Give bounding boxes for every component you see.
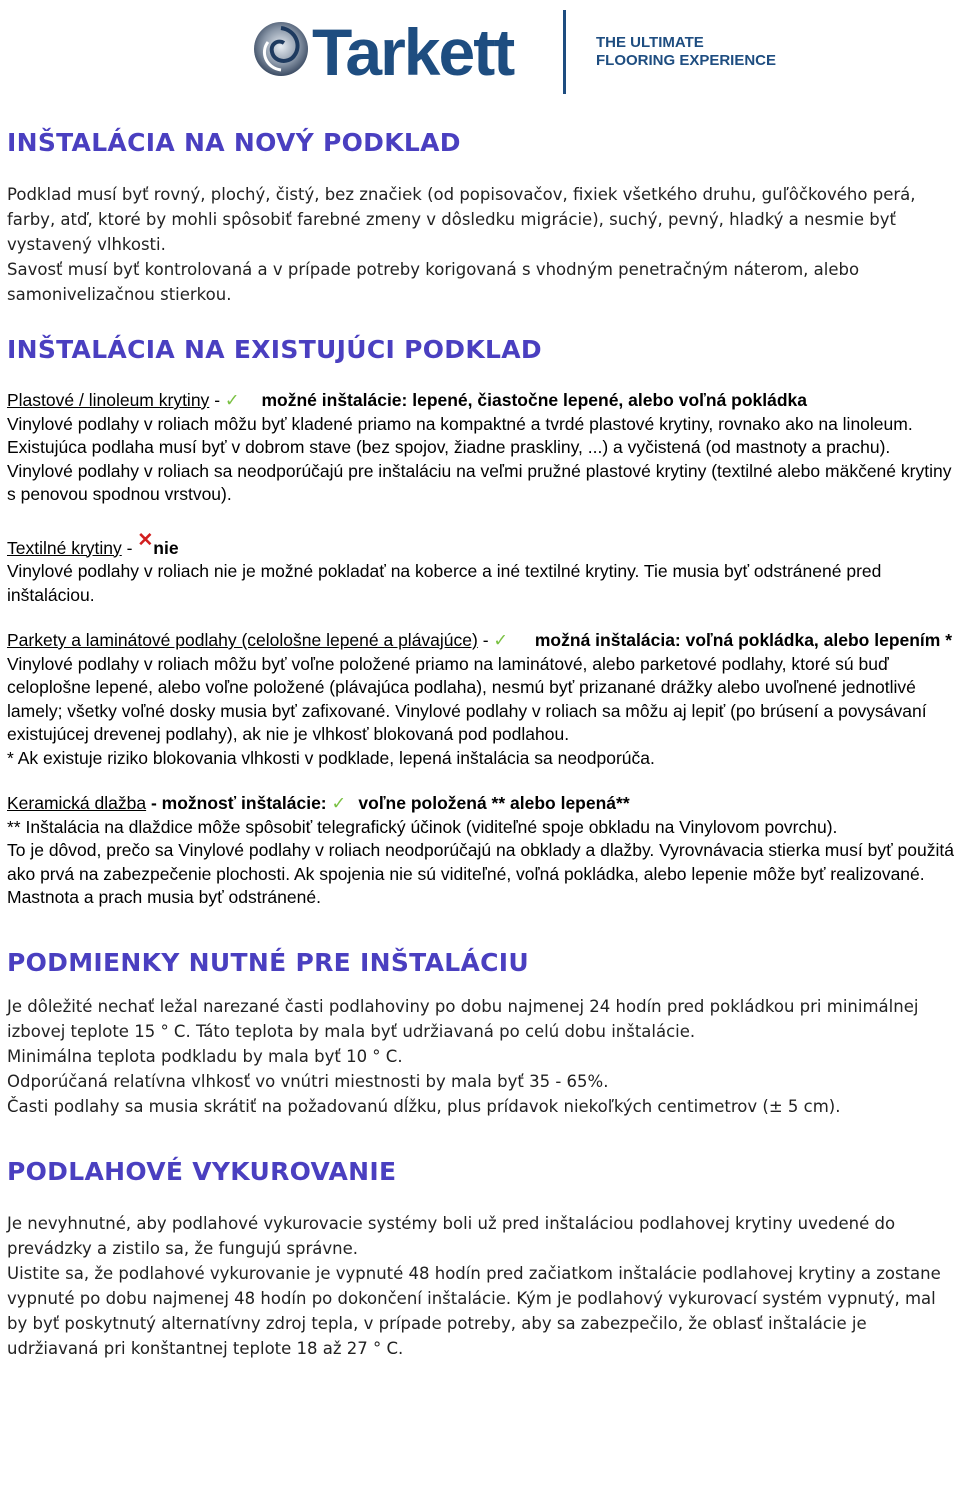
separator: -: [126, 537, 133, 558]
floor-type-textile: [7, 529, 957, 561]
document-body: [7, 126, 957, 1361]
checkmark-icon: ✓: [493, 630, 509, 650]
paragraph: Vinylové podlahy v roliach môžu byť kladené priamo na kompaktné a tvrdé plastové krytiny, rovnako ako na linoleum.: [7, 413, 913, 434]
paragraph: Existujúca podlaha musí byť v dobrom stave (bez spojov, žiadne praskliny, ...) a vyčistená (od mastnoty a prachu). Vinylové podlahy v roliach sa neodporúčajú pre inštaláciu na veľmi pružné plastové krytiny (textilné alebo mäkčené krytiny s penovou spodnou vrstvou).: [7, 437, 952, 504]
paragraph: To je dôvod, prečo sa Vinylové podlahy v roliach neodporúčajú na obklady a dlažby. Vyrovnávacia stierka musí byť použitá ako prvá na zabezpečenie plochosti. Ak spojenia nie sú viditeľné, voľná pokládka, alebo lepenie môže byť realizované. Mastnota a prach musia byť odstránené.: [7, 840, 954, 907]
floor-type-plastic: [7, 389, 957, 413]
header: [0, 0, 960, 100]
floor-type-ceramic: [7, 792, 957, 816]
tarkett-logo: [250, 10, 780, 94]
paragraph: * Ak existuje riziko blokovania vlhkosti v podklade, lepená inštalácia sa neodporúča.: [7, 747, 655, 768]
tagline-line-1: THE ULTIMATE: [596, 34, 704, 51]
separator: -: [214, 390, 221, 410]
paragraph: ** Inštalácia na dlaždice môže spôsobiť telegrafický účinok (viditeľné spoje obkladu na Vinylovom povrchu).: [7, 816, 838, 837]
logo-tagline: [596, 34, 776, 70]
paragraph: Vinylové podlahy v roliach môžu byť voľne položené priamo na laminátové, alebo parketové podlahy, ktoré sú buď celoplošne lepené, alebo voľne položené (plávajúca podlaha), nesmú byť prizanané drážky alebo uvoľnené jednotlivé lamely; všetky voľné dosky musia byť zafixované. Vinylové podlahy v roliach sa môžu aj lepiť (po brúsení a povysávaní existujúcej drevenej podlahy), ak nie je vlhkosť blokovaná pod podlahou.: [7, 653, 927, 744]
cross-icon: ✕: [137, 529, 154, 551]
paragraph: Uistite sa, že podlahové vykurovanie je vypnuté 48 hodín pred začiatkom inštalácie podlahovej krytiny a zostane vypnuté po dobu najmenej 48 hodín po dokončení inštalácie. Kým je podlahový vykurovací systém vypnutý, mal by byť poskytnutý alternatívny zdroj tepla, v prípade potreby, aby sa zabezpečilo, že oblasť inštalácie je udržiavaná pri konštantnej teplote 18 až 27 ° C.: [7, 1263, 941, 1358]
paragraph: Je nevyhnutné, aby podlahové vykurovacie systémy boli už pred inštaláciou podlahovej krytiny uvedené do prevádzky a zistilo sa, že fungujú správne.: [7, 1213, 896, 1258]
install-result: možné inštalácie: lepené, čiastočne lepené, alebo voľná pokládka: [261, 390, 808, 410]
brand-wordmark: Tarkett: [312, 15, 514, 89]
install-lead: - možnosť inštalácie:: [150, 793, 327, 813]
paragraph: Vinylové podlahy v roliach nie je možné pokladať na koberce a iné textilné krytiny. Tie musia byť odstránené pred inštaláciou.: [7, 561, 882, 605]
heading-existing-subfloor: INŠTALÁCIA NA EXISTUJÚCI PODKLAD: [7, 335, 542, 364]
heading-floor-heating: PODLAHOVÉ VYKUROVANIE: [7, 1156, 397, 1186]
install-result: nie: [153, 537, 179, 558]
swirl-logo-icon: [252, 20, 310, 78]
heading-conditions: PODMIENKY NUTNÉ PRE INŠTALÁCIU: [7, 947, 529, 977]
floor-type-parquet: [7, 629, 957, 653]
paragraph: Podklad musí byť rovný, plochý, čistý, bez značiek (od popisovačov, fixiek všetkého druhu, guľôčkového perá, farby, atď, ktoré by mohli spôsobiť farebné zmeny v dôsledku migrácie), suchý, pevný, hladký a nesmie byť vystavený vlhkosti.: [7, 185, 916, 254]
install-result: možná inštalácia: voľná pokládka, alebo lepením *: [534, 630, 953, 650]
floor-type-name: Keramická dlažba: [7, 793, 147, 813]
paragraph: Minimálna teplota podkladu by mala byť 10 ° C.: [7, 1046, 403, 1066]
floor-type-name: Plastové / linoleum krytiny: [7, 390, 210, 410]
paragraph: Časti podlahy sa musia skrátiť na požadovanú dĺžku, plus prídavok niekoľkých centimetrov (± 5 cm).: [7, 1096, 841, 1116]
separator: -: [482, 630, 489, 650]
paragraph: Je dôležité nechať ležal narezané časti podlahoviny po dobu najmenej 24 hodín pred pokládkou pri minimálnej izbovej teplote 15 ° C. Táto teplota by mala byť udržiavaná po celú dobu inštalácie.: [7, 996, 919, 1041]
floor-type-name: Parkety a laminátové podlahy (celološne lepené a plávajúce): [7, 630, 478, 650]
logo-divider: [563, 10, 566, 94]
paragraph: Savosť musí byť kontrolovaná a v prípade potreby korigovaná s vhodným penetračným náterom, alebo samonivelizačnou stierkou.: [7, 260, 860, 304]
tagline-line-2: FLOORING EXPERIENCE: [596, 52, 777, 69]
heading-new-subfloor: INŠTALÁCIA NA NOVÝ PODKLAD: [7, 128, 461, 157]
checkmark-icon: ✓: [331, 793, 347, 813]
paragraph: Odporúčaná relatívna vlhkosť vo vnútri miestnosti by mala byť 35 - 65%.: [7, 1071, 609, 1091]
floor-type-name: Textilné krytiny: [7, 537, 122, 558]
install-result: voľne položená ** alebo lepená**: [358, 793, 630, 813]
checkmark-icon: ✓: [224, 390, 240, 410]
